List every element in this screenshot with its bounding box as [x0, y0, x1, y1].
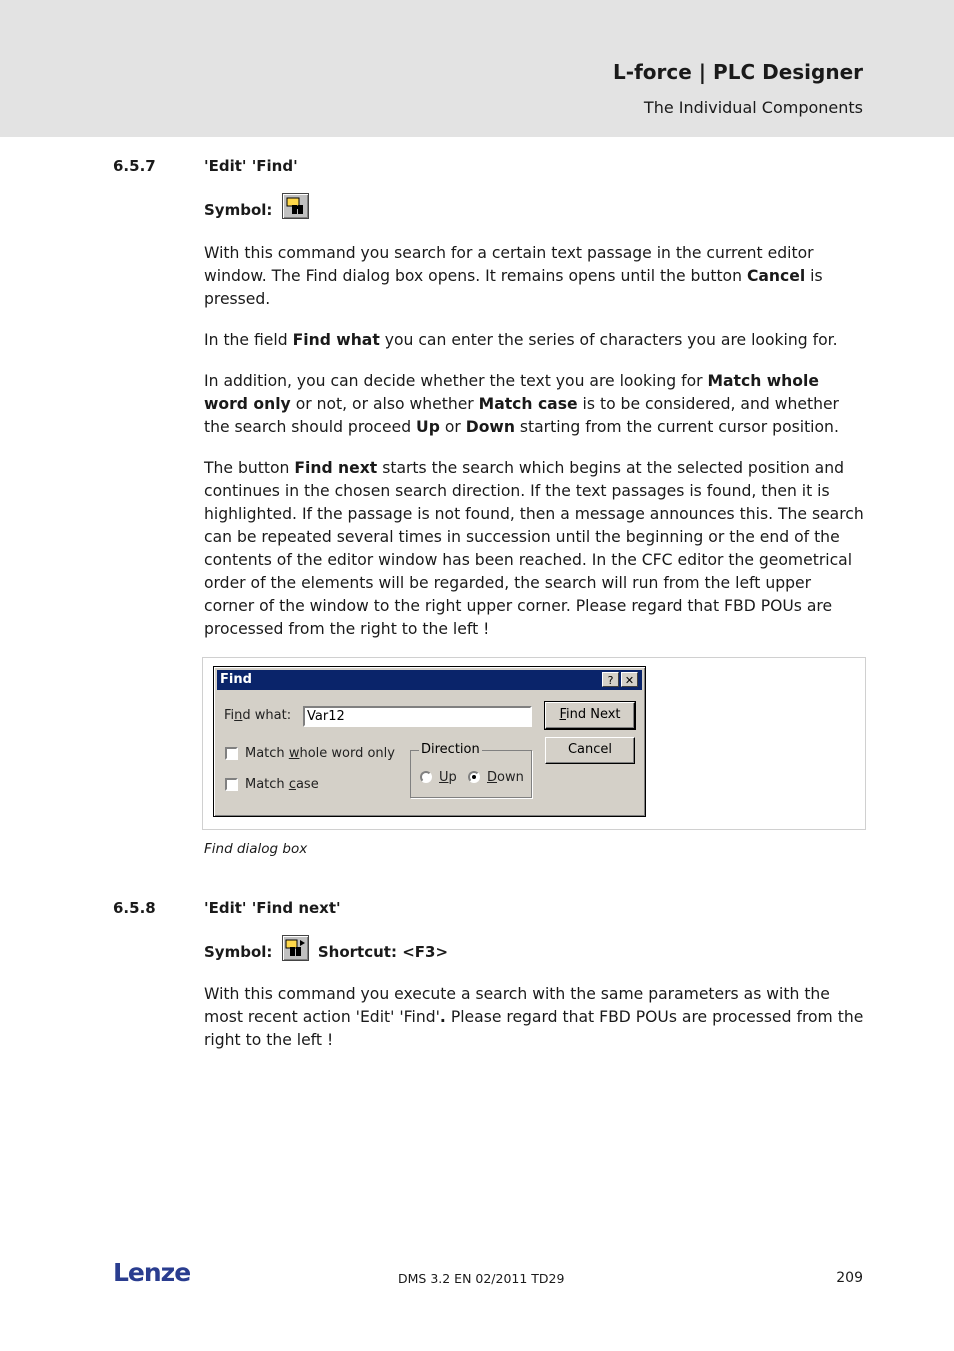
help-button[interactable]: ?	[602, 672, 619, 687]
dialog-title: Find	[220, 672, 252, 687]
section-title: 'Edit' 'Find next'	[204, 899, 341, 917]
paragraph: With this command you execute a search with the same parameters as with the most recent action 'Edit' 'Find'. Please regard that FBD POUs are processed from the right to the left !	[204, 985, 864, 1049]
find-what-input[interactable]: Var12	[303, 706, 532, 727]
symbol-label: Symbol:	[204, 943, 273, 961]
page-header	[0, 0, 954, 137]
find-what-label: Find what:	[224, 708, 292, 723]
down-radio[interactable]	[468, 771, 480, 783]
symbol-label: Symbol:	[204, 201, 273, 219]
paragraph: With this command you search for a certain text passage in the current editor window. The Find dialog box opens. It remains opens until the button Cancel is pressed.	[204, 244, 823, 308]
up-radio[interactable]	[420, 771, 432, 783]
page-number: 209	[836, 1270, 863, 1286]
document-id: DMS 3.2 EN 02/2011 TD29	[398, 1271, 565, 1286]
section-number: 6.5.8	[113, 899, 156, 917]
match-case-checkbox[interactable]	[225, 778, 238, 791]
match-whole-word-label: Match whole word only	[245, 746, 395, 761]
match-whole-word-checkbox[interactable]	[225, 747, 238, 760]
paragraph: In the field Find what you can enter the series of characters you are looking for.	[204, 331, 838, 349]
find-next-button[interactable]: Find Next	[545, 702, 635, 729]
figure-caption: Find dialog box	[204, 841, 308, 857]
section-title: 'Edit' 'Find'	[204, 157, 298, 175]
down-label: Down	[487, 770, 524, 785]
header-title: L-force | PLC Designer	[613, 60, 863, 84]
paragraph: In addition, you can decide whether the text you are looking for Match whole word only or not, or also whether Match case is to be considered, and whether the search should proceed Up or Down starting from the current cursor position.	[204, 372, 839, 436]
section-number: 6.5.7	[113, 157, 156, 175]
match-case-label: Match case	[245, 777, 319, 792]
shortcut-label: Shortcut: <F3>	[317, 943, 449, 961]
cancel-button[interactable]: Cancel	[545, 737, 635, 764]
find-dialog	[213, 666, 646, 817]
symbol-line	[204, 935, 448, 961]
up-label: Up	[439, 770, 457, 785]
close-button[interactable]: ✕	[621, 672, 638, 687]
find-icon	[282, 193, 309, 219]
direction-label: Direction	[421, 742, 480, 757]
paragraph: The button Find next starts the search which begins at the selected position and continues in the chosen search direction. If the text passages is found, then it is highlighted. If the passage is not found, then a message announces this. The search can be repeated several times in succession until the beginning or the end of the contents of the editor window has been reached. In the CFC editor the geometrical order of the elements will be regarded, the search will run from the left upper corner of the window to the right upper corner. Please regard that FBD POUs are processed from the right to the left !	[204, 459, 864, 638]
symbol-line	[204, 193, 309, 219]
dialog-title-bar	[217, 670, 642, 690]
header-subtitle: The Individual Components	[643, 98, 863, 117]
lenze-logo: Lenze	[113, 1258, 191, 1287]
find-next-icon	[282, 935, 309, 961]
